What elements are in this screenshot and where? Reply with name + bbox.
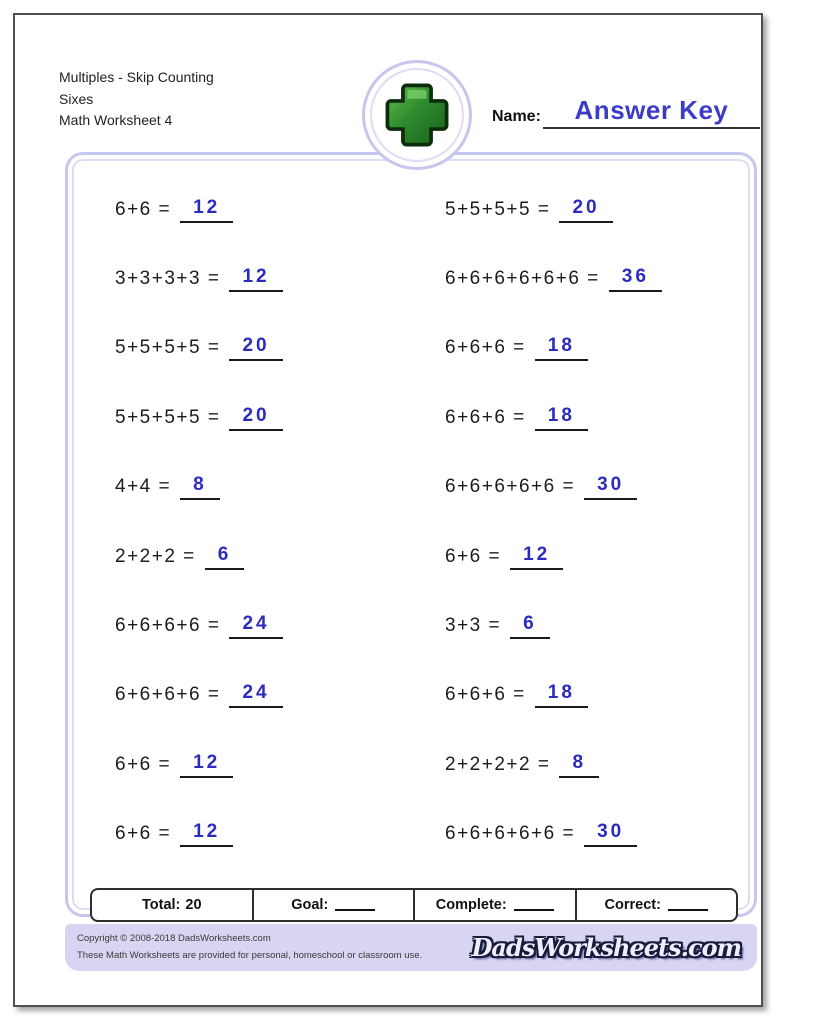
dadsworksheets-logo: DadsWorksheets.com bbox=[471, 933, 741, 962]
problem-expression: 2+2+2+2 = bbox=[445, 753, 551, 775]
problem-row bbox=[115, 244, 283, 313]
problem-answer: 30 bbox=[584, 474, 637, 500]
summary-correct bbox=[575, 890, 737, 920]
correct-blank bbox=[668, 899, 708, 911]
problem-answer: 24 bbox=[229, 682, 282, 708]
correct-label: Correct: bbox=[604, 897, 661, 913]
problem-answer: 18 bbox=[535, 405, 588, 431]
plus-icon bbox=[362, 60, 472, 170]
problems-panel bbox=[65, 152, 757, 917]
worksheet-page bbox=[13, 13, 763, 1007]
problem-answer: 20 bbox=[559, 197, 612, 223]
summary-goal bbox=[252, 890, 414, 920]
problem-answer: 6 bbox=[510, 613, 550, 639]
problem-expression: 3+3 = bbox=[445, 615, 502, 637]
problem-row bbox=[115, 800, 283, 869]
goal-label: Goal: bbox=[291, 897, 329, 913]
problem-row bbox=[115, 591, 283, 660]
summary-total bbox=[92, 890, 252, 920]
problem-expression: 6+6+6+6 = bbox=[115, 684, 221, 706]
worksheet-category: Multiples - Skip Counting bbox=[59, 69, 214, 85]
worksheet-topic: Sixes bbox=[59, 90, 94, 107]
problem-row bbox=[115, 453, 283, 522]
complete-blank bbox=[514, 899, 554, 911]
problem-row bbox=[115, 522, 283, 591]
problem-expression: 2+2+2 = bbox=[115, 545, 196, 567]
problem-answer: 6 bbox=[205, 544, 245, 570]
footer-usage: These Math Worksheets are provided for personal, homeschool or classroom use. bbox=[77, 949, 423, 961]
summary-bar bbox=[90, 888, 738, 922]
problem-expression: 4+4 = bbox=[115, 476, 172, 498]
problem-expression: 6+6+6+6+6 = bbox=[445, 476, 576, 498]
complete-label: Complete: bbox=[435, 897, 507, 913]
problem-answer: 18 bbox=[535, 682, 588, 708]
problem-expression: 6+6+6 = bbox=[445, 406, 526, 428]
problems-column-left bbox=[115, 175, 283, 869]
problem-answer: 12 bbox=[180, 821, 233, 847]
problem-row bbox=[445, 661, 662, 730]
problem-expression: 5+5+5+5 = bbox=[115, 406, 221, 428]
problem-answer: 12 bbox=[229, 266, 282, 292]
problem-row bbox=[115, 175, 283, 244]
problem-answer: 20 bbox=[229, 335, 282, 361]
problem-row bbox=[445, 730, 662, 799]
problem-row bbox=[445, 244, 662, 313]
problem-expression: 3+3+3+3 = bbox=[115, 268, 221, 290]
footer-copyright: Copyright © 2008-2018 DadsWorksheets.com bbox=[77, 933, 271, 945]
name-field bbox=[492, 95, 760, 129]
name-label: Name: bbox=[492, 108, 541, 125]
worksheet-header bbox=[59, 67, 214, 132]
problem-row bbox=[445, 453, 662, 522]
footer-text bbox=[77, 931, 422, 963]
summary-complete bbox=[413, 890, 575, 920]
problem-row bbox=[115, 661, 283, 730]
name-underline bbox=[543, 95, 760, 129]
problem-expression: 6+6 = bbox=[115, 753, 172, 775]
total-value: 20 bbox=[185, 897, 202, 913]
problem-answer: 24 bbox=[229, 613, 282, 639]
problem-answer: 8 bbox=[559, 752, 599, 778]
problem-row bbox=[115, 314, 283, 383]
problem-expression: 6+6+6+6+6 = bbox=[445, 823, 576, 845]
plus-cross-icon bbox=[380, 78, 454, 152]
problem-expression: 5+5+5+5 = bbox=[445, 198, 551, 220]
problem-row bbox=[445, 175, 662, 244]
problem-expression: 6+6 = bbox=[115, 198, 172, 220]
problem-expression: 6+6 = bbox=[445, 545, 502, 567]
total-label: Total: bbox=[141, 897, 181, 913]
problem-expression: 6+6 = bbox=[115, 823, 172, 845]
goal-blank bbox=[335, 899, 375, 911]
answer-key-text: Answer Key bbox=[574, 95, 729, 125]
problem-answer: 12 bbox=[180, 197, 233, 223]
problem-row bbox=[445, 383, 662, 452]
problem-expression: 6+6+6+6+6+6 = bbox=[445, 268, 600, 290]
problem-answer: 8 bbox=[180, 474, 220, 500]
problem-row bbox=[445, 314, 662, 383]
worksheet-number: Math Worksheet 4 bbox=[59, 112, 173, 129]
problem-row bbox=[115, 383, 283, 452]
problem-expression: 5+5+5+5 = bbox=[115, 337, 221, 359]
problems-column-right bbox=[445, 175, 662, 869]
problem-answer: 30 bbox=[584, 821, 637, 847]
problem-row bbox=[445, 591, 662, 660]
problem-row bbox=[445, 522, 662, 591]
problem-answer: 12 bbox=[510, 544, 563, 570]
problem-row bbox=[445, 800, 662, 869]
problem-answer: 36 bbox=[609, 266, 662, 292]
problem-expression: 6+6+6 = bbox=[445, 684, 526, 706]
problem-row bbox=[115, 730, 283, 799]
problem-expression: 6+6+6 = bbox=[445, 337, 526, 359]
footer-bar bbox=[65, 924, 757, 971]
problem-answer: 18 bbox=[535, 335, 588, 361]
problem-expression: 6+6+6+6 = bbox=[115, 615, 221, 637]
problem-answer: 12 bbox=[180, 752, 233, 778]
problem-answer: 20 bbox=[229, 405, 282, 431]
